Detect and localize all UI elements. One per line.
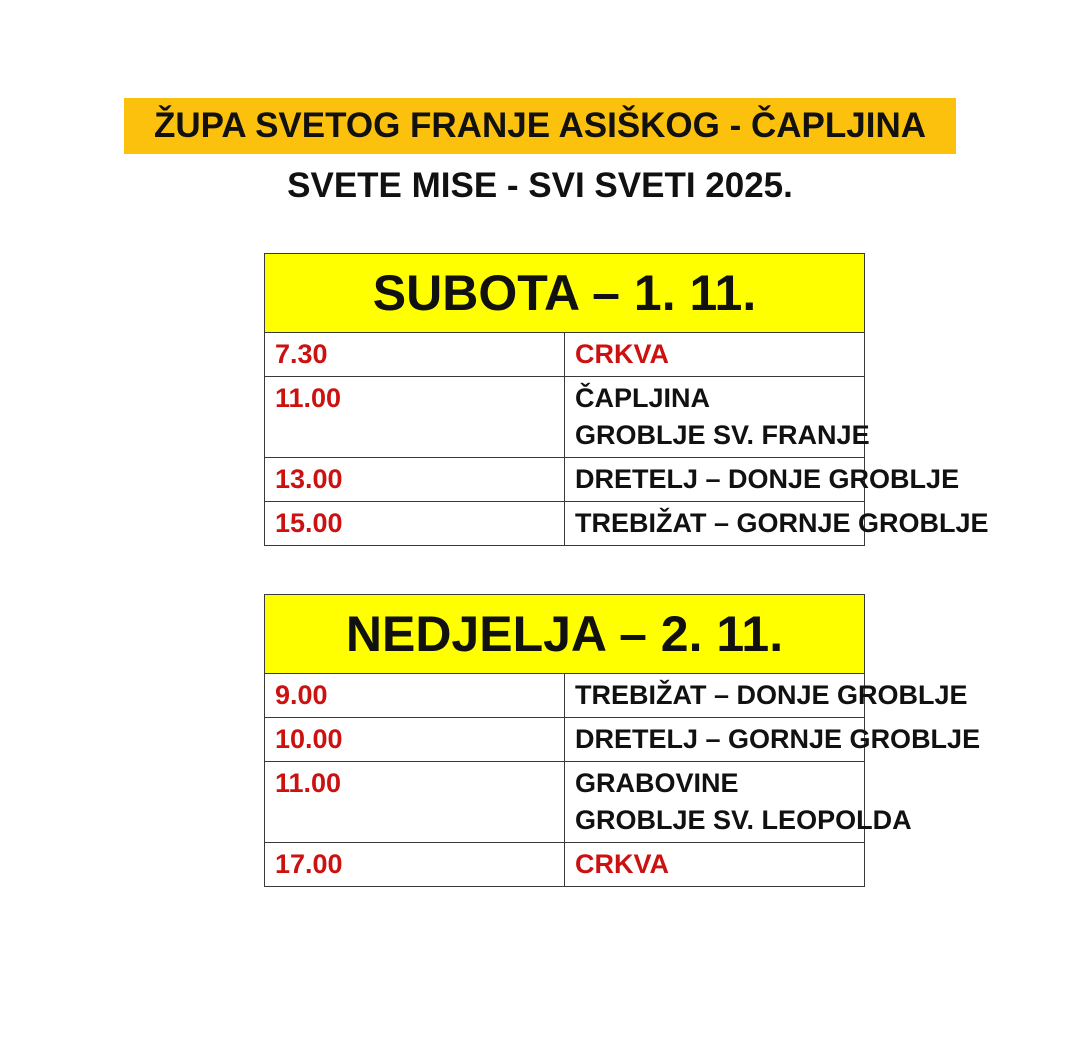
mass-time: 7.30 <box>265 333 565 377</box>
table-row <box>265 843 865 887</box>
location-line: CRKVA <box>575 849 669 879</box>
table-row <box>265 333 865 377</box>
mass-time: 11.00 <box>265 377 565 458</box>
mass-location <box>565 502 989 546</box>
saturday-schedule-table <box>264 253 989 546</box>
mass-time: 13.00 <box>265 458 565 502</box>
saturday-day-heading: SUBOTA – 1. 11. <box>265 254 865 333</box>
sunday-schedule-table <box>264 594 981 887</box>
table-row <box>265 458 865 502</box>
table-row <box>265 377 865 458</box>
location-line: DRETELJ – DONJE GROBLJE <box>575 464 960 494</box>
mass-location <box>565 333 865 377</box>
mass-location <box>565 458 960 502</box>
mass-location <box>565 674 968 718</box>
mass-location <box>565 718 981 762</box>
location-line: GRABOVINE <box>575 768 739 798</box>
table-row <box>265 674 865 718</box>
mass-time: 10.00 <box>265 718 565 762</box>
location-line: TREBIŽAT – GORNJE GROBLJE <box>575 508 989 538</box>
mass-time: 15.00 <box>265 502 565 546</box>
table-row <box>265 762 865 843</box>
parish-title: ŽUPA SVETOG FRANJE ASIŠKOG - ČAPLJINA <box>124 98 956 154</box>
location-line: GROBLJE SV. LEOPOLDA <box>575 805 912 835</box>
location-line: ČAPLJINA <box>575 383 711 413</box>
table-row <box>265 718 865 762</box>
location-line: TREBIŽAT – DONJE GROBLJE <box>575 680 968 710</box>
mass-time: 9.00 <box>265 674 565 718</box>
mass-time: 17.00 <box>265 843 565 887</box>
schedule-subtitle: SVETE MISE - SVI SVETI 2025. <box>287 166 793 205</box>
mass-time: 11.00 <box>265 762 565 843</box>
location-line: CRKVA <box>575 339 669 369</box>
mass-location <box>565 762 912 843</box>
mass-location <box>565 843 865 887</box>
location-line: GROBLJE SV. FRANJE <box>575 420 870 450</box>
mass-location <box>565 377 870 458</box>
table-row <box>265 502 865 546</box>
location-line: DRETELJ – GORNJE GROBLJE <box>575 724 981 754</box>
sunday-day-heading: NEDJELJA – 2. 11. <box>265 595 865 674</box>
